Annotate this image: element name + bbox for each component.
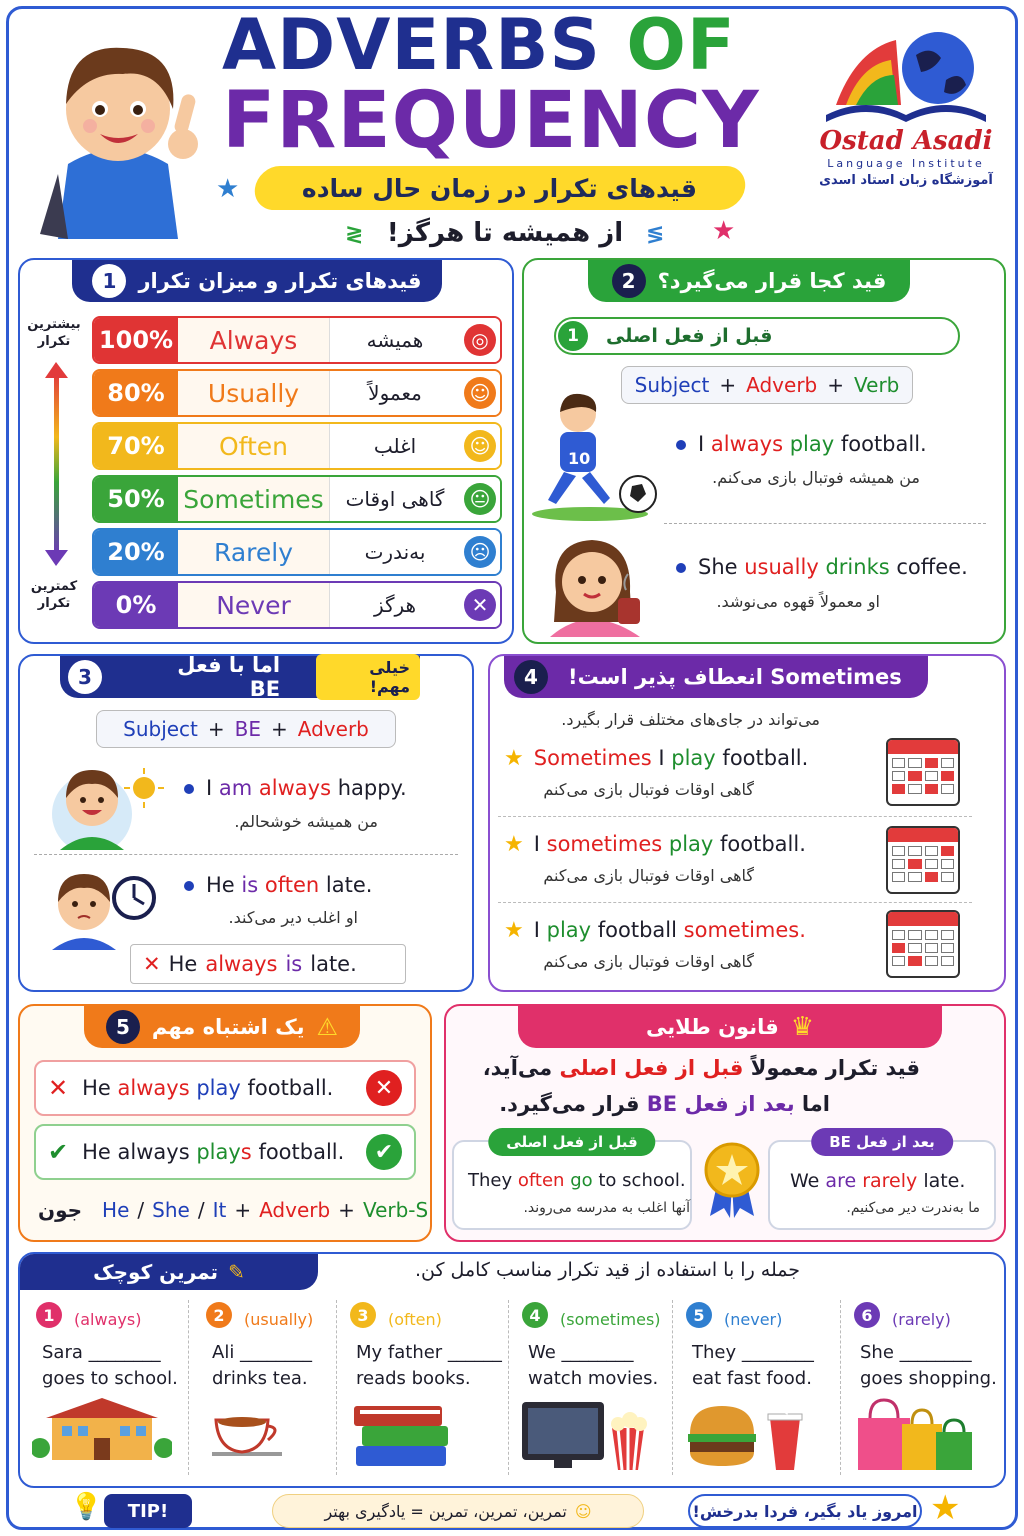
- golden-rule-line-1: قید تکرار معمولاً قبل از فعل اصلی می‌آید،: [482, 1056, 920, 1080]
- logo-subtitle: Language Institute: [827, 157, 985, 170]
- star-icon: ★: [504, 746, 524, 771]
- most-frequent-label: بیشترین تکرار: [27, 317, 81, 349]
- section3-title: اما با فعل BE: [177, 653, 281, 701]
- divider: [498, 816, 972, 817]
- divider: [498, 902, 972, 903]
- example-is-often-late: He is often late.: [184, 873, 372, 897]
- divider: [34, 854, 458, 855]
- happy-boy-sun-illustration: [40, 754, 164, 850]
- exercise-sentence-line-1: Ali ________: [212, 1342, 313, 1363]
- exercise-sentence-line-2: goes shopping.: [860, 1368, 997, 1389]
- gold-medal-icon: [702, 1140, 762, 1220]
- section4-number: 4: [514, 660, 548, 694]
- exercise-number: 3: [350, 1302, 376, 1328]
- logo-persian-name: آموزشگاه زبان استاد اسدی: [819, 173, 993, 188]
- correct-sentence: ✔ He always plays football. ✔: [34, 1124, 416, 1180]
- example-always-play: I always play football.: [676, 432, 927, 456]
- pencil-icon: ✎: [228, 1260, 245, 1284]
- example-usually-drinks: She usually drinks coffee.: [676, 555, 968, 579]
- target-icon: ◎: [464, 324, 496, 356]
- sometimes-example-middle: ★ I sometimes play football.: [504, 832, 806, 857]
- exercise-sentence-line-2: goes to school.: [42, 1368, 178, 1389]
- example-always-play-translation: من همیشه فوتبال بازی می‌کنم.: [712, 468, 920, 487]
- sometimes-example-start: ★ Sometimes I play football.: [504, 746, 809, 771]
- card-before-main-verb: قبل از فعل اصلی They often go to school. آنها اغلب به مدرسه می‌روند.: [452, 1140, 692, 1230]
- exercise-hint: (always): [74, 1310, 142, 1329]
- exercise-item-6: [844, 1296, 1009, 1476]
- adverb-persian: گاهی اوقات: [330, 477, 460, 521]
- exercise-sentence-line-2: eat fast food.: [692, 1368, 812, 1389]
- formula-subject-adverb-verb: Subject + Adverb + Verb: [621, 366, 913, 404]
- sometimes-example-end: ★ I play football sometimes.: [504, 918, 806, 943]
- adverb-english: Sometimes: [178, 477, 330, 521]
- logo-globe-book-icon: [816, 10, 996, 125]
- crown-icon: ♛: [790, 1012, 815, 1042]
- school-icon: [32, 1394, 172, 1468]
- exercise-item-5: [676, 1296, 841, 1476]
- golden-rule-title: قانون طلایی: [645, 1015, 779, 1039]
- exercise-item-4: [512, 1296, 677, 1476]
- frequency-percent: 50%: [94, 477, 178, 521]
- adverb-english: Always: [178, 318, 330, 362]
- section3-title-bar: [60, 653, 420, 701]
- sparkle-icon: ≶: [646, 222, 665, 247]
- exercise-title: تمرین کوچک: [93, 1260, 219, 1284]
- frequency-percent: 0%: [94, 583, 178, 627]
- exercise-sentence-line-1: Sara ________: [42, 1342, 161, 1363]
- logo-name: Ostad Asadi: [819, 126, 993, 156]
- exercise-number: 2: [206, 1302, 232, 1328]
- smile-icon: ☺: [574, 1501, 592, 1521]
- frequency-row-rarely: [92, 528, 502, 576]
- warning-icon: ⚠: [316, 1013, 339, 1041]
- exercise-hint: (sometimes): [560, 1310, 661, 1329]
- adverb-persian: هرگز: [330, 583, 460, 627]
- tip-badge: TIP!: [104, 1494, 192, 1528]
- divider: [508, 1300, 509, 1475]
- calendar-icon: [886, 738, 960, 806]
- frequency-percent: 80%: [94, 371, 178, 415]
- exercise-title-bar: [20, 1254, 318, 1290]
- sometimes-example-start-translation: گاهی اوقات فوتبال بازی می‌کنم: [543, 780, 754, 799]
- section5-title: یک اشتباه مهم: [151, 1015, 305, 1039]
- exercise-item-1: [26, 1296, 191, 1476]
- section4-title-bar: [504, 656, 928, 698]
- frequency-row-usually: [92, 369, 502, 417]
- motto-message: امروز یاد بگیر، فردا بدرخش!: [688, 1494, 922, 1528]
- rule-number: 1: [558, 321, 588, 351]
- correct-circle-icon: ✔: [366, 1134, 402, 1170]
- star-icon: ★: [504, 832, 524, 857]
- title-line-2: FREQUENCY: [222, 76, 760, 166]
- exercise-number: 5: [686, 1302, 712, 1328]
- section5-number: 5: [106, 1010, 140, 1044]
- star-icon: ★: [504, 918, 524, 943]
- exercise-item-2: [196, 1296, 361, 1476]
- section5-title-bar: [84, 1006, 360, 1048]
- teacup-icon: [202, 1394, 292, 1468]
- sad-face-icon: ☹: [464, 536, 496, 568]
- adverb-english: Usually: [178, 371, 330, 415]
- neutral-face-icon: 😐: [464, 483, 496, 515]
- wrong-circle-icon: ✕: [366, 1070, 402, 1106]
- sometimes-example-middle-translation: گاهی اوقات فوتبال بازی می‌کنم: [543, 866, 754, 885]
- section4-note: می‌تواند در جای‌های مختلف قرار بگیرد.: [561, 710, 820, 729]
- calendar-icon: [886, 910, 960, 978]
- star-icon: ★: [930, 1488, 961, 1528]
- golden-rule-line-2: اما بعد از فعل BE قرار می‌گیرد.: [499, 1092, 830, 1116]
- sometimes-example-end-translation: گاهی اوقات فوتبال بازی می‌کنم: [543, 952, 754, 971]
- section2-title-bar: [588, 260, 910, 302]
- wrong-x-icon: ✕: [48, 1074, 69, 1102]
- frequency-percent: 20%: [94, 530, 178, 574]
- frequency-row-sometimes: [92, 475, 502, 523]
- section3-number: 3: [68, 660, 102, 694]
- svg-text:10: 10: [568, 449, 591, 468]
- rule-before-main-verb: [554, 317, 960, 355]
- wrong-example-box: ✕ He always is late.: [130, 944, 406, 984]
- exercise-sentence-line-1: We ________: [528, 1342, 634, 1363]
- exercise-sentence-line-2: reads books.: [356, 1368, 471, 1389]
- exercise-instruction: جمله را با استفاده از قید تکرار مناسب کامل کن.: [414, 1259, 800, 1281]
- calendar-icon: [886, 826, 960, 894]
- smile-icon: ☺: [464, 377, 496, 409]
- tv-popcorn-icon: [518, 1394, 648, 1476]
- example-usually-drinks-translation: او معمولاً قهوه می‌نوشد.: [716, 592, 880, 611]
- exercise-hint: (usually): [244, 1310, 314, 1329]
- frequency-row-often: [92, 422, 502, 470]
- frequency-arrow-icon: [42, 360, 72, 570]
- exercise-number: 1: [36, 1302, 62, 1328]
- example-am-always-happy: I am always happy.: [184, 776, 407, 800]
- late-boy-clock-illustration: [38, 856, 162, 952]
- exercise-hint: (rarely): [892, 1310, 951, 1329]
- check-icon: ✔: [48, 1138, 69, 1166]
- adverb-english: Rarely: [178, 530, 330, 574]
- wrong-x-icon: ✕: [143, 952, 161, 976]
- rule-text: قبل از فعل اصلی: [606, 325, 773, 347]
- star-icon: ★: [216, 174, 240, 204]
- wrong-sentence: ✕ He always play football. ✕: [34, 1060, 416, 1116]
- exercise-item-3: [340, 1296, 505, 1476]
- exercise-hint: (often): [388, 1310, 442, 1329]
- adverb-persian: همیشه: [330, 318, 460, 362]
- important-badge: خیلی مهم!: [316, 654, 420, 700]
- lightbulb-icon: 💡: [70, 1492, 103, 1522]
- formula-subject-be-adverb: Subject + BE + Adverb: [96, 710, 396, 748]
- sparkle-icon: ≷: [345, 222, 364, 247]
- exercise-number: 4: [522, 1302, 548, 1328]
- adverb-english: Often: [178, 424, 330, 468]
- shopping-bags-icon: [850, 1394, 980, 1476]
- adverb-english: Never: [178, 583, 330, 627]
- example-am-always-happy-translation: من همیشه خوشحالم.: [234, 812, 378, 831]
- section2-title: قید کجا قرار می‌گیرد؟: [657, 269, 887, 293]
- example-is-often-late-translation: او اغلب دیر می‌کند.: [228, 908, 358, 927]
- girl-drinking-coffee-illustration: [540, 532, 660, 640]
- exercise-sentence-line-2: watch movies.: [528, 1368, 659, 1389]
- exercise-number: 6: [854, 1302, 880, 1328]
- practice-message: ☺ تمرین، تمرین، تمرین = یادگیری بهتر: [272, 1494, 644, 1528]
- exercise-sentence-line-1: She ________: [860, 1342, 972, 1363]
- football-player-illustration: [530, 392, 660, 522]
- star-icon: ★: [712, 216, 736, 246]
- divider: [664, 523, 986, 524]
- adverb-persian: معمولاً: [330, 371, 460, 415]
- golden-rule-title-bar: [518, 1006, 942, 1048]
- exercise-sentence-line-1: My father ______: [356, 1342, 502, 1363]
- frequency-row-never: [92, 581, 502, 629]
- title-line-1: ADVERBS OF: [222, 4, 736, 86]
- frequency-percent: 100%: [94, 318, 178, 362]
- exercise-sentence-line-1: They ________: [692, 1342, 814, 1363]
- adverb-persian: به‌ندرت: [330, 530, 460, 574]
- least-frequent-label: کمترین تکرار: [30, 579, 78, 611]
- section1-title: قیدهای تکرار و میزان تکرار: [138, 269, 422, 293]
- books-icon: [346, 1394, 456, 1476]
- section1-title-bar: [72, 260, 442, 302]
- exercise-hint: (never): [724, 1310, 783, 1329]
- adverb-persian: اغلب: [330, 424, 460, 468]
- tagline: از همیشه تا هرگز!: [386, 218, 624, 248]
- card-after-be-verb: بعد از فعل BE We are rarely late. ما به‌ندرت دیر می‌کنیم.: [768, 1140, 996, 1230]
- boy-mascot-illustration: [28, 14, 208, 244]
- burger-icon: [682, 1394, 812, 1476]
- section4-title: Sometimes انعطاف پذیر است!: [568, 665, 902, 689]
- third-person-rule: جون He / She / It + Adverb + Verb-S: [38, 1198, 429, 1222]
- x-circle-icon: ✕: [464, 589, 496, 621]
- frequency-percent: 70%: [94, 424, 178, 468]
- exercise-sentence-line-2: drinks tea.: [212, 1368, 308, 1389]
- smile-icon: ☺: [464, 430, 496, 462]
- subtitle-banner: قیدهای تکرار در زمان حال ساده: [252, 166, 748, 210]
- section1-number: 1: [92, 264, 126, 298]
- section2-number: 2: [612, 264, 646, 298]
- frequency-row-always: [92, 316, 502, 364]
